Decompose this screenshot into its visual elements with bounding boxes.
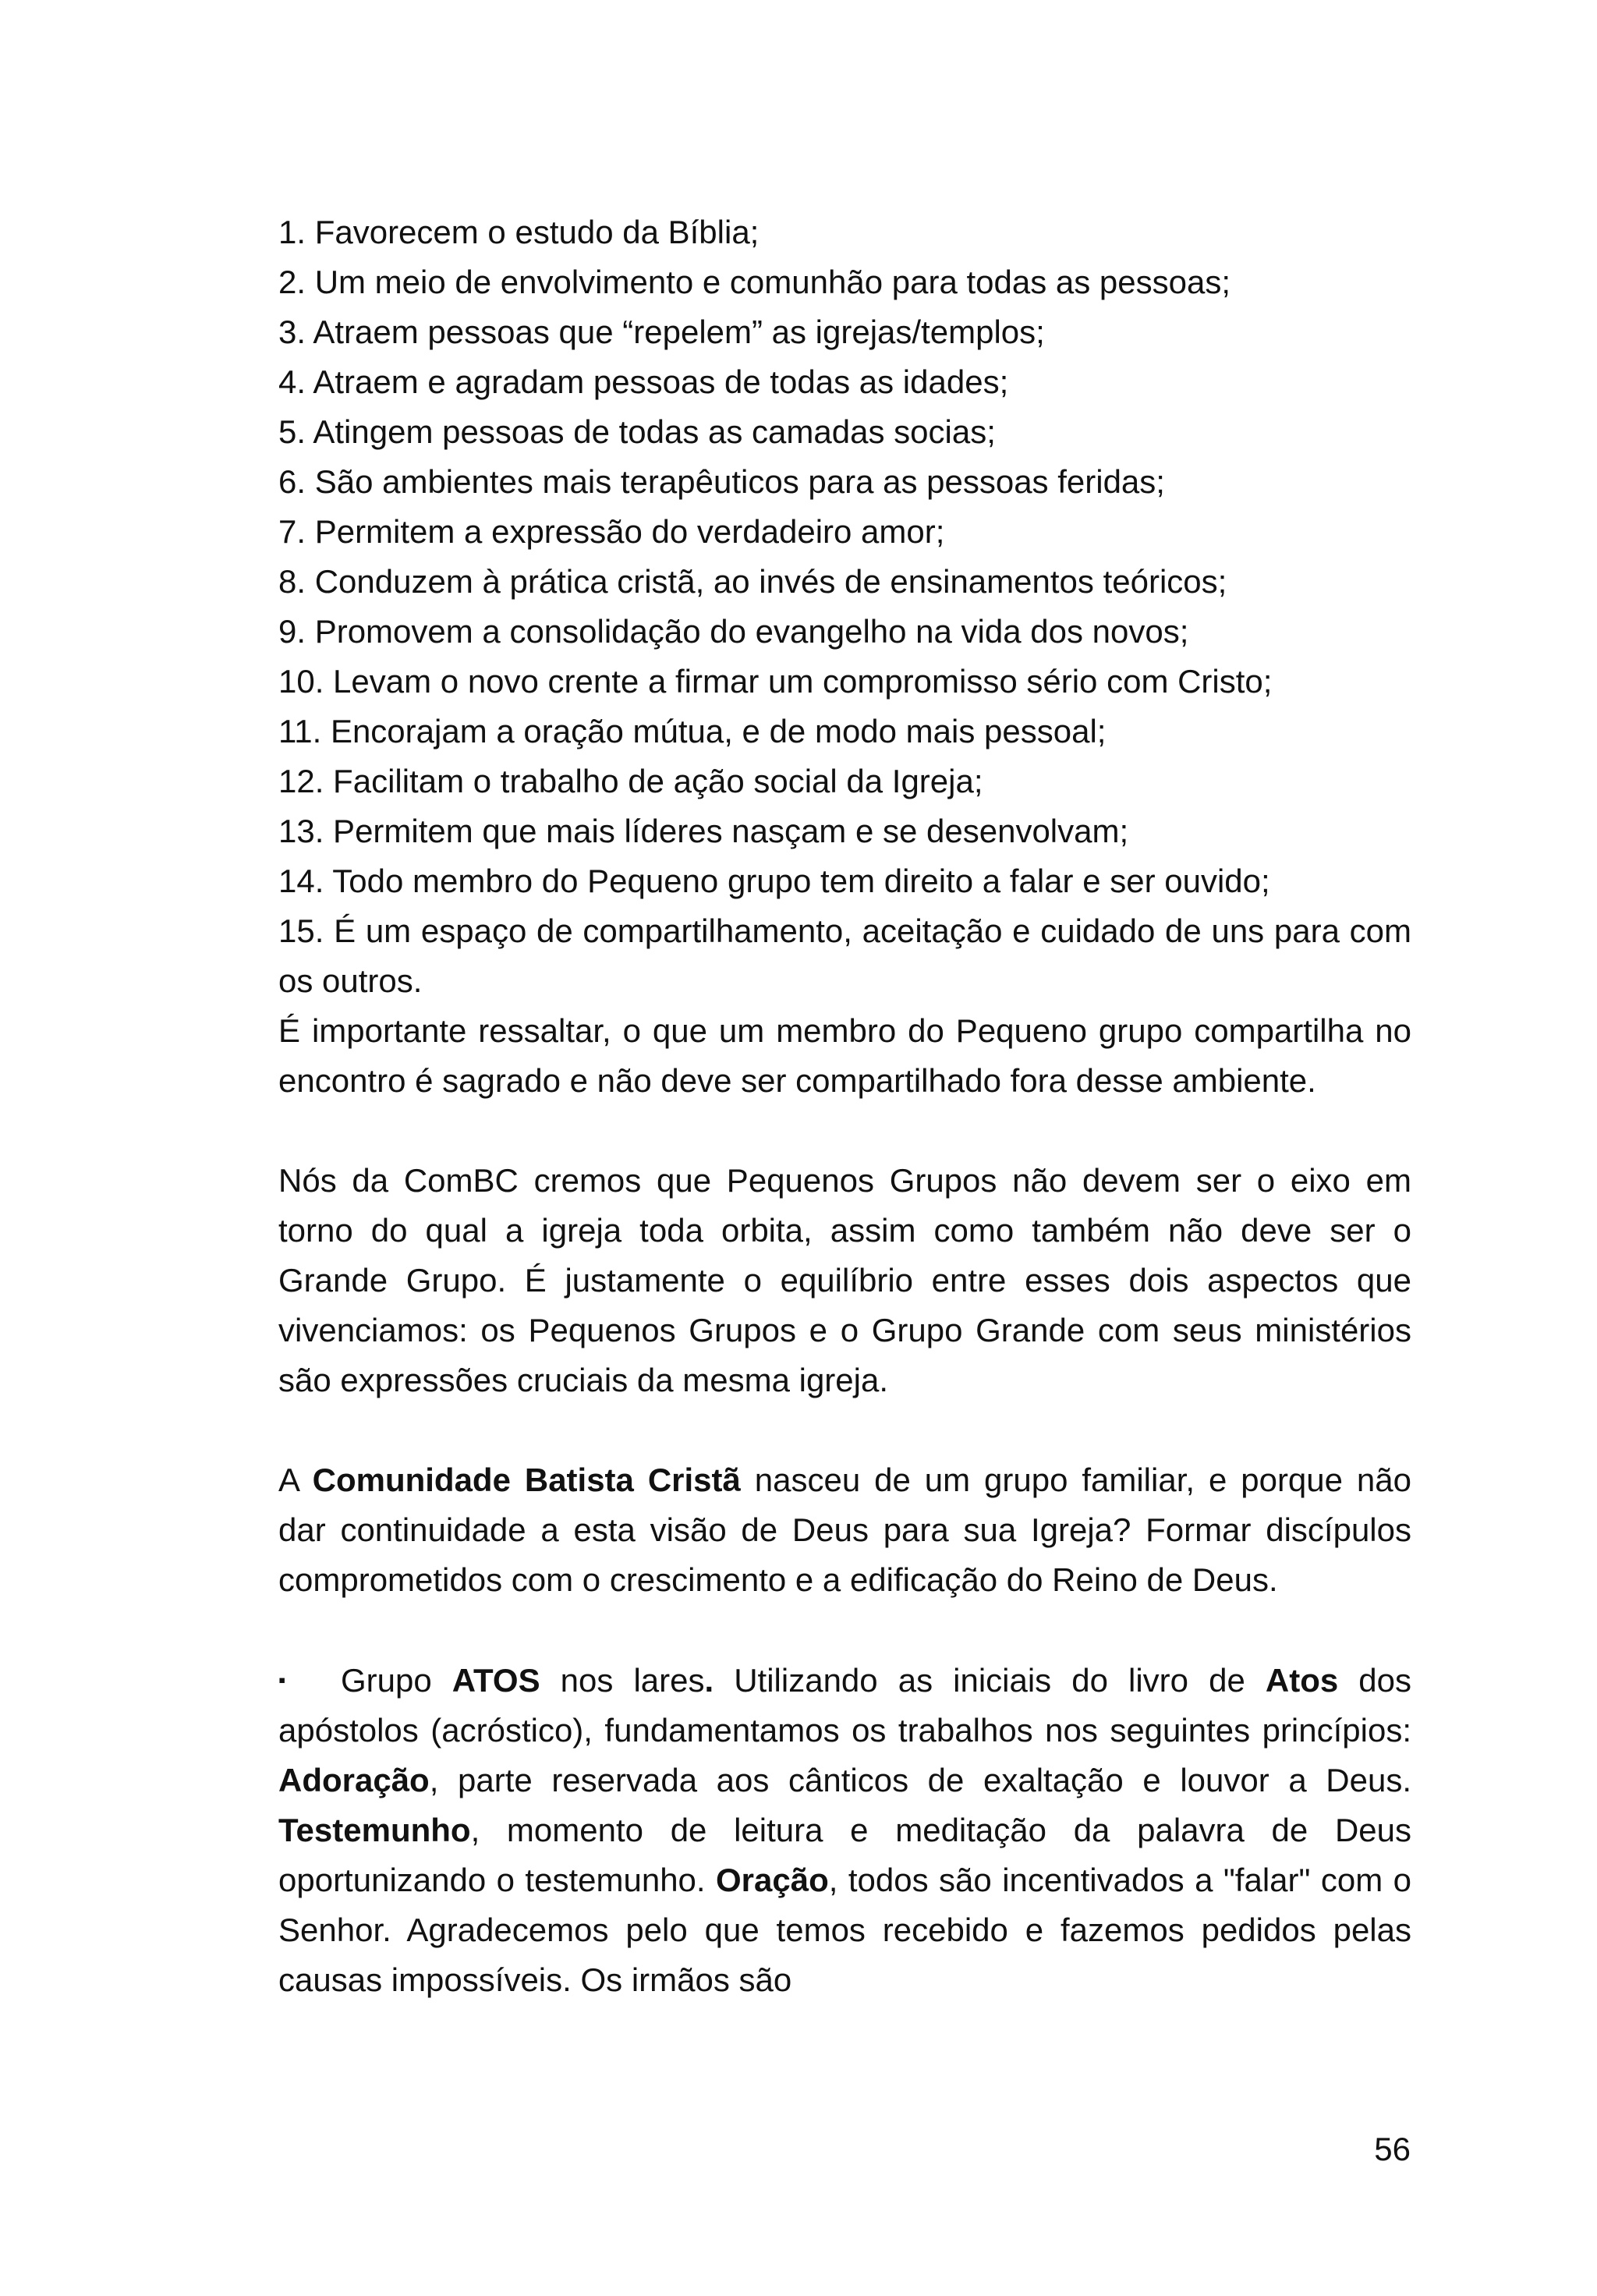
bullet-text: nos lares [540, 1662, 705, 1699]
list-item: 4. Atraem e agradam pessoas de todas as idades; [278, 363, 1009, 400]
list-item: 11. Encorajam a oração mútua, e de modo mais pessoal; [278, 713, 1107, 749]
list-item: 9. Promovem a consolidação do evangelho na vida dos novos; [278, 613, 1189, 650]
bullet-text: Grupo [341, 1662, 452, 1699]
benefits-list [278, 207, 1411, 1006]
comunidade-paragraph [278, 1455, 1411, 1605]
list-item: 7. Permitem a expressão do verdadeiro amor; [278, 513, 945, 550]
page-number: 56 [1374, 2131, 1411, 2167]
list-item: 13. Permitem que mais líderes nasçam e se desenvolvam; [278, 813, 1129, 849]
list-item: 2. Um meio de envolvimento e comunhão para todas as pessoas; [278, 264, 1231, 300]
paragraph-spacer [278, 1405, 1411, 1455]
list-item: 6. São ambientes mais terapêuticos para as pessoas feridas; [278, 463, 1165, 500]
square-bullet-icon: ▪ [278, 1668, 286, 1692]
list-item: 8. Conduzem à prática cristã, ao invés de ensinamentos teóricos; [278, 563, 1227, 600]
bullet-text: , todos são incentivados a "falar" com o Senhor. Agradecemos pelo que temos recebido e fazemos pedidos pelas causas impossíveis. Os irmãos são [278, 1862, 1411, 1998]
bullet-text: dos apóstolos (acróstico), fundamentamos os trabalhos nos seguintes princípios: [278, 1662, 1411, 1749]
list-item: 1. Favorecem o estudo da Bíblia; [278, 214, 760, 250]
page-content [278, 207, 1411, 2005]
list-item: 15. É um espaço de compartilhamento, aceitação e cuidado de uns para com os outros. [278, 912, 1411, 999]
comunidade-lead-text: A [278, 1462, 313, 1498]
comunidade-name-bold: Comunidade Batista Cristã [312, 1462, 741, 1498]
testemunho-bold: Testemunho [278, 1812, 471, 1848]
paragraph-spacer [278, 1106, 1411, 1156]
atos-book-bold: Atos [1265, 1662, 1339, 1699]
combc-paragraph: Nós da ComBC cremos que Pequenos Grupos não devem ser o eixo em torno do qual a igreja toda orbita, assim como também não deve ser o Grande Grupo. É justamente o equilíbrio entre esses dois aspectos que vivenciamos: os Pequenos Grupos e o Grupo Grande com seus ministérios são expressões cruciais da mesma igreja. [278, 1162, 1411, 1398]
list-item: 12. Facilitam o trabalho de ação social da Igreja; [278, 763, 983, 799]
paragraph-spacer [278, 1605, 1411, 1655]
bullet-text: Utilizando as iniciais do livro de [714, 1662, 1266, 1699]
bullet-text: , parte reservada aos cânticos de exaltação e louvor a Deus. [429, 1762, 1411, 1798]
list-item: 10. Levam o novo crente a firmar um compromisso sério com Cristo; [278, 663, 1273, 700]
adoracao-bold: Adoração [278, 1762, 430, 1798]
list-item: 5. Atingem pessoas de todas as camadas socias; [278, 413, 996, 450]
bullet-text: , momento de leitura e meditação da palavra de Deus oportunizando o testemunho. [278, 1812, 1411, 1898]
atos-bullet-paragraph [278, 1655, 1411, 2005]
list-item: 3. Atraem pessoas que “repelem” as igrejas/templos; [278, 314, 1045, 350]
period-bold: . [704, 1662, 714, 1699]
atos-bold: ATOS [451, 1662, 540, 1699]
comunidade-rest-text: nasceu de um grupo familiar, e porque não dar continuidade a esta visão de Deus para sua Igreja? Formar discípulos comprometidos com o crescimento e a edificação do Reino de Deus. [278, 1462, 1411, 1598]
list-item: 14. Todo membro do Pequeno grupo tem direito a falar e ser ouvido; [278, 863, 1270, 899]
oracao-bold: Oração [716, 1862, 829, 1898]
important-note-paragraph: É importante ressaltar, o que um membro do Pequeno grupo compartilha no encontro é sagrado e não deve ser compartilhado fora desse ambiente. [278, 1012, 1411, 1099]
